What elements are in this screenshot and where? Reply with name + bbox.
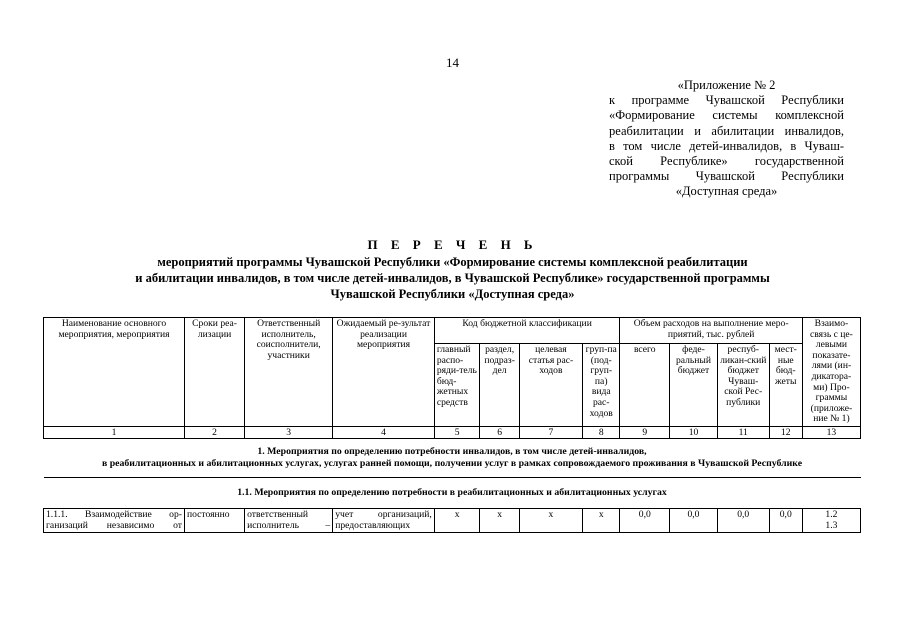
header-target-item: целевая статья рас-ходов [519, 343, 582, 426]
cell-line: ганизаций независимо от [46, 519, 182, 531]
subsection-heading: 1.1. Мероприятия по определению потребности в реабилитационных и абилитационных услугах [44, 477, 861, 508]
kbk-cell: x [480, 508, 519, 532]
header-local-budgets: мест-ные бюд-жеты [769, 343, 802, 426]
column-number: 9 [620, 426, 670, 438]
column-number: 5 [434, 426, 480, 438]
subtitle-line: Чувашской Республики «Доступная среда» [330, 287, 575, 301]
appendix-note [609, 78, 844, 200]
header-federal-budget: феде-ральный бюджет [670, 343, 718, 426]
header-period: Сроки реа-лизации [184, 318, 244, 427]
section-heading-line: в реабилитационных и абилитационных услугах, услугах ранней помощи, получении услуг в рамках сопровождаемого проживания в Чувашской Республике [101, 457, 803, 469]
activity-name-cell [44, 508, 185, 532]
appendix-line: реабилитации и абилитации инвалидов, [609, 123, 844, 138]
cell-line: исполнитель – [247, 519, 331, 531]
column-number: 6 [480, 426, 519, 438]
header-expense-volume: Объем расходов на выполнение меро-приятий, тыс. рублей [620, 318, 802, 344]
amount-cell: 0,0 [717, 508, 769, 532]
page-number: 14 [446, 55, 459, 70]
table-row [44, 508, 861, 532]
kbk-cell: x [434, 508, 480, 532]
appendix-line: к программе Чувашской Республики [609, 93, 844, 108]
header-activity-name: Наименование основного мероприятия, мероприятия [44, 318, 185, 427]
header-budget-code: Код бюджетной классификации [434, 318, 620, 344]
document-subtitle [0, 254, 905, 302]
section-heading [44, 438, 861, 477]
appendix-line: «Приложение № 2 [677, 78, 776, 92]
column-number: 4 [333, 426, 435, 438]
cell-line: предоставляющих [335, 519, 411, 531]
cell-line: 1.2 [825, 508, 838, 520]
subtitle-line: мероприятий программы Чувашской Республики «Формирование системы комплексной реабилитации [157, 255, 748, 269]
header-expense-type: груп-па (под-груп-па) вида рас-ходов [583, 343, 620, 426]
cell-line: 1.3 [825, 519, 838, 531]
column-numbers-row [44, 426, 861, 438]
column-number: 7 [519, 426, 582, 438]
amount-cell: 0,0 [670, 508, 718, 532]
cell-line: 1.1.1. Взаимодействие ор- [46, 508, 182, 520]
document-title: П Е Р Е Ч Е Н Ь [367, 237, 538, 252]
column-number: 8 [583, 426, 620, 438]
header-expected-result: Ожидаемый ре-зультат реализации мероприятия [333, 318, 435, 427]
subtitle-line: и абилитации инвалидов, в том числе детей-инвалидов, в Чувашской Республике» государственной программы [135, 271, 770, 285]
column-number: 10 [670, 426, 718, 438]
header-section: раздел, подраз-дел [480, 343, 519, 426]
column-number: 1 [44, 426, 185, 438]
column-number: 12 [769, 426, 802, 438]
column-number: 13 [802, 426, 860, 438]
header-main-manager: главный распо-ряди-тель бюд-жетных средств [434, 343, 480, 426]
expected-result-cell [333, 508, 435, 532]
amount-cell: 0,0 [769, 508, 802, 532]
subsection-heading-row [44, 477, 861, 508]
column-number: 3 [245, 426, 333, 438]
executor-cell [245, 508, 333, 532]
header-republic-budget: респуб-ликан-ский бюджет Чуваш-ской Рес-публики [717, 343, 769, 426]
header-total: всего [620, 343, 670, 426]
header-executor: Ответственный исполнитель, соисполнители, участники [245, 318, 333, 427]
appendix-line: в том числе детей-инвалидов, в Чуваш- [609, 138, 844, 153]
column-number: 2 [184, 426, 244, 438]
kbk-cell: x [583, 508, 620, 532]
header-indicator-link: Взаимо-связь с це-левыми показате-лями (ин-дикатора-ми) Про-граммы (приложе-ние № 1) [802, 318, 860, 427]
appendix-line: программы Чувашской Республики [609, 169, 844, 184]
header-row [44, 318, 861, 344]
cell-line: ответственный [247, 508, 309, 520]
kbk-cell: x [519, 508, 582, 532]
appendix-line: «Формирование системы комплексной [609, 108, 844, 123]
appendix-line: «Доступная среда» [675, 184, 778, 199]
period-cell: постоянно [184, 508, 244, 532]
appendix-line: ской Республике» государственной [609, 154, 844, 169]
section-heading-line: 1. Мероприятия по определению потребности инвалидов, в том числе детей-инвалидов, [257, 446, 647, 458]
section-heading-row [44, 438, 861, 477]
indicator-link-cell [802, 508, 860, 532]
column-number: 11 [717, 426, 769, 438]
amount-cell: 0,0 [620, 508, 670, 532]
activities-table [43, 317, 861, 533]
cell-line: учет организаций, [335, 508, 432, 520]
